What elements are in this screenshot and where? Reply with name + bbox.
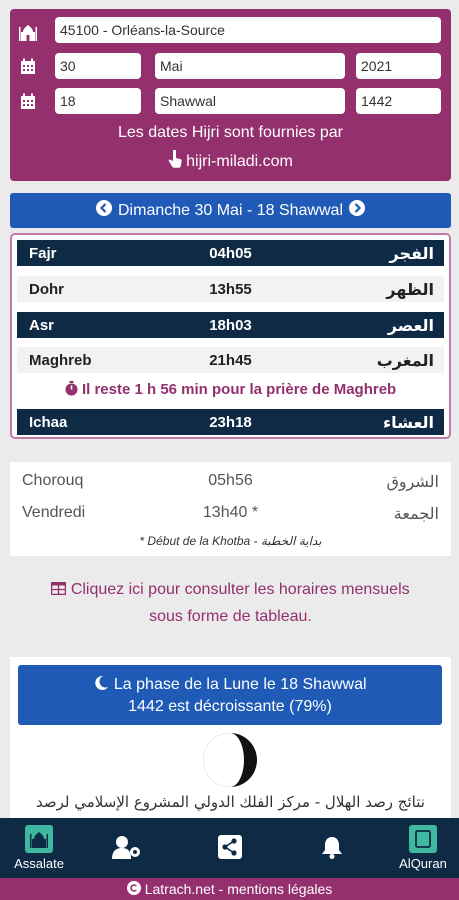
moon-phase-image <box>202 732 258 788</box>
prayer-name: Fajr <box>29 244 57 262</box>
time-remaining-notice <box>12 381 449 398</box>
extra-row-chorouq <box>10 468 451 494</box>
extra-times-card <box>10 462 451 556</box>
extra-row-vendredi <box>10 500 451 526</box>
prayer-times-card <box>10 233 451 439</box>
extra-name: Vendredi <box>22 504 86 521</box>
prayer-time: 04h05 <box>209 244 252 262</box>
prayer-time: 18h03 <box>209 316 252 334</box>
hijri-month-select[interactable]: Shawwal <box>155 88 345 114</box>
user-settings-icon <box>112 835 142 862</box>
monthly-link-line1: Cliquez ici pour consulter les horaires mensuels <box>70 581 410 598</box>
extra-name-arabic: الجمعة <box>393 503 439 523</box>
extra-name: Chorouq <box>22 472 84 489</box>
moon-phase-card <box>10 657 451 822</box>
prayer-name-arabic: العشاء <box>383 412 434 432</box>
moon-phase-banner <box>18 665 442 725</box>
prayer-time: 13h55 <box>209 280 252 298</box>
nav-alquran-label: AlQuran <box>399 856 447 871</box>
stopwatch-icon <box>65 381 82 398</box>
monthly-schedule-link[interactable] <box>10 576 451 630</box>
mosque-icon <box>25 825 53 853</box>
prayer-time: 21h45 <box>209 351 252 369</box>
calendar-icon <box>18 91 38 111</box>
prayer-row-asr <box>17 312 444 338</box>
moon-observation-caption[interactable]: نتائج رصد الهلال - مركز الفلك الدولي المشروع الإسلامي لرصد <box>36 793 425 811</box>
prayer-row-maghreb <box>17 347 444 373</box>
crescent-moon-icon <box>93 676 113 693</box>
hijri-day-field[interactable]: 18 <box>55 88 141 114</box>
extra-name-arabic: الشروق <box>386 471 439 491</box>
table-icon <box>51 581 70 598</box>
extra-time: 05h56 <box>208 472 253 489</box>
date-navigation-bar <box>10 193 451 228</box>
prayer-name: Dohr <box>29 280 64 298</box>
nav-notifications[interactable] <box>308 818 356 878</box>
nav-assalate-label: Assalate <box>14 856 64 871</box>
share-icon <box>218 835 242 862</box>
quran-icon <box>409 825 437 853</box>
nav-share[interactable] <box>206 818 254 878</box>
location-input[interactable]: 45100 - Orléans-la-Source <box>55 17 441 43</box>
copyright-icon <box>127 881 141 898</box>
nav-assalate[interactable] <box>8 818 70 878</box>
prayer-row-dohr <box>17 276 444 302</box>
footer-text: Latrach.net - mentions légales <box>144 881 333 897</box>
prayer-name-arabic: الظهر <box>386 279 434 299</box>
gregorian-year-field[interactable]: 2021 <box>356 53 441 79</box>
prayer-row-fajr <box>17 240 444 266</box>
hijri-source-note: Les dates Hijri sont fournies par <box>118 124 343 141</box>
gregorian-day-field[interactable]: 30 <box>55 53 141 79</box>
footer-legal-link[interactable] <box>0 878 459 900</box>
prayer-name-arabic: الفجر <box>389 243 434 263</box>
time-remaining-text: Il reste 1 h 56 min pour la prière de Maghreb <box>81 381 397 398</box>
mosque-icon <box>18 22 38 42</box>
prayer-name: Ichaa <box>29 413 68 431</box>
prayer-name-arabic: المغرب <box>376 350 434 370</box>
bottom-navigation <box>0 818 459 878</box>
moon-phase-line2: 1442 est décroissante (79%) <box>128 698 332 715</box>
calendar-icon <box>18 56 38 76</box>
prayer-name-arabic: العصر <box>387 315 434 335</box>
next-day-icon[interactable] <box>349 200 365 221</box>
khotba-note: * Début de la Khotba - بداية الخطبة <box>139 534 322 548</box>
hijri-miladi-link-text: hijri-miladi.com <box>186 152 293 170</box>
nav-alquran[interactable] <box>392 818 454 878</box>
bell-icon <box>321 835 343 862</box>
monthly-link-line2: sous forme de tableau. <box>149 608 312 625</box>
previous-day-icon[interactable] <box>96 200 112 221</box>
gregorian-month-select[interactable]: Mai <box>155 53 345 79</box>
settings-panel <box>10 9 451 181</box>
hijri-source-link[interactable] <box>10 150 451 173</box>
pointer-hand-icon <box>168 150 182 173</box>
prayer-name: Maghreb <box>29 351 92 369</box>
hijri-year-field[interactable]: 1442 <box>356 88 441 114</box>
moon-phase-line1: La phase de la Lune le 18 Shawwal <box>113 676 367 693</box>
prayer-row-ichaa <box>17 409 444 435</box>
current-date-label: Dimanche 30 Mai - 18 Shawwal <box>118 201 343 219</box>
prayer-name: Asr <box>29 316 55 334</box>
extra-time: 13h40 * <box>202 504 259 521</box>
prayer-time: 23h18 <box>209 413 252 431</box>
nav-user-settings[interactable] <box>103 818 151 878</box>
